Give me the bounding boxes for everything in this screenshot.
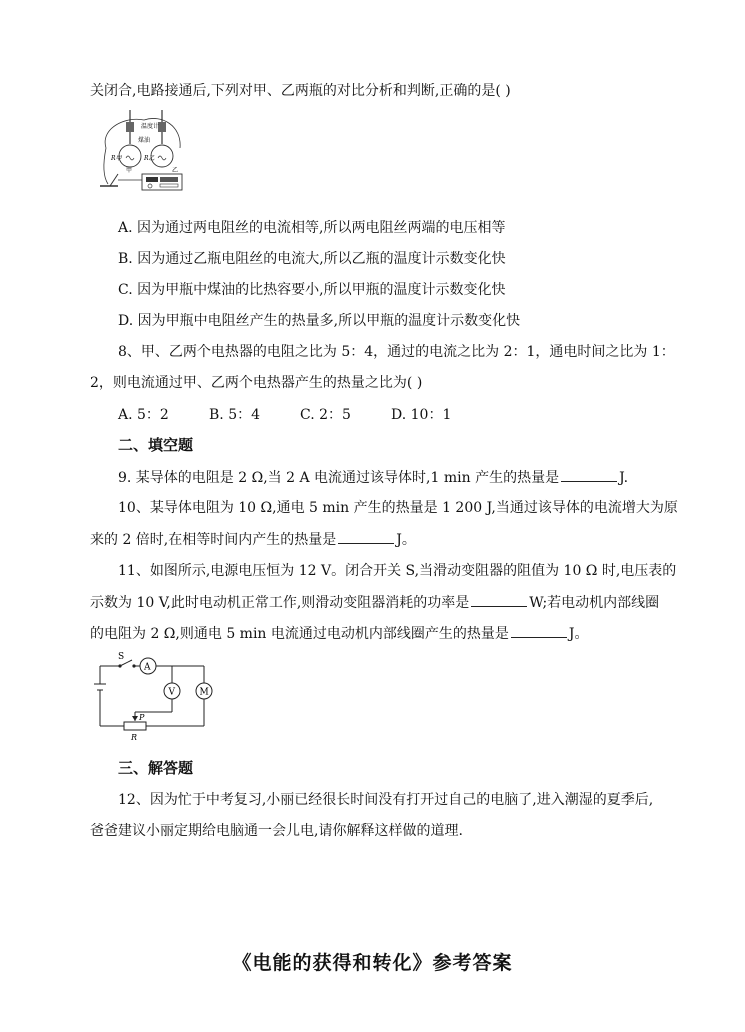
r-a-label: R甲 bbox=[111, 155, 122, 162]
motor-label: M bbox=[199, 687, 209, 698]
answer-key-title: 《电能的获得和转化》参考答案 bbox=[232, 952, 513, 974]
q12-line-1: 12、因为忙于中考复习,小丽已经很长时间没有打开过自己的电脑了,进入潮湿的夏季后, bbox=[118, 792, 654, 808]
q11-heat-blank[interactable] bbox=[511, 623, 567, 638]
bottle-b-label: 乙 bbox=[172, 167, 179, 174]
switch-label: S bbox=[118, 652, 125, 662]
q8-choice-b: B. 5：4 bbox=[209, 407, 261, 423]
kerosene-label: 煤油 bbox=[138, 137, 151, 144]
q7-option-a: A. 因为通过两电阻丝的电流相等,所以两电阻丝两端的电压相等 bbox=[118, 220, 506, 236]
q12-line-2: 爸爸建议小丽定期给电脑通一会儿电,请你解释这样做的道理. bbox=[90, 823, 463, 839]
q7-option-c: C. 因为甲瓶中煤油的比热容要小,所以甲瓶的温度计示数变化快 bbox=[118, 282, 506, 298]
q9-unit: J. bbox=[619, 470, 629, 486]
q11-text-3: 的电阻为 2 Ω,则通电 5 min 电流通过电动机内部线圈产生的热量是 bbox=[90, 626, 509, 642]
section-fill-in-heading: 二、填空题 bbox=[118, 436, 194, 454]
r-b-label: R乙 bbox=[144, 155, 155, 162]
q11-text-1: 示数为 10 V,此时电动机正常工作,则滑动变阻器消耗的功率是 bbox=[90, 595, 470, 611]
q10-line-1: 10、某导体电阻为 10 Ω,通电 5 min 产生的热量是 1 200 J,当通过该导体的电流增大为原 bbox=[118, 500, 678, 516]
q11-power-blank[interactable] bbox=[471, 592, 527, 607]
q8-line-1: 8、甲、乙两个电热器的电阻之比为 5：4，通过的电流之比为 2：1，通电时间之比为 1： bbox=[118, 344, 675, 360]
q11-text-2: W;若电动机内部线圈 bbox=[529, 595, 660, 611]
q8-choice-d: D. 10：1 bbox=[391, 407, 452, 423]
q8-choices bbox=[118, 405, 451, 425]
section-answer-heading: 三、解答题 bbox=[118, 759, 194, 777]
q7-stem: 关闭合,电路接通后,下列对甲、乙两瓶的对比分析和判断,正确的是( ) bbox=[90, 83, 511, 99]
q11-line-3 bbox=[90, 623, 589, 644]
q8-choice-a: A. 5：2 bbox=[118, 407, 169, 423]
q10-answer-blank[interactable] bbox=[338, 529, 394, 544]
q8-choice-c: C. 2：5 bbox=[300, 407, 351, 423]
q7-option-d: D. 因为甲瓶中电阻丝产生的热量多,所以甲瓶的温度计示数变化快 bbox=[118, 313, 521, 329]
q10-unit: J。 bbox=[396, 532, 416, 548]
ammeter-label: A bbox=[144, 662, 151, 673]
q8-line-2: 2，则电流通过甲、乙两个电热器产生的热量之比为( ) bbox=[90, 375, 423, 391]
q11-text-4: J。 bbox=[568, 626, 589, 642]
q10-text: 来的 2 倍时,在相等时间内产生的热量是 bbox=[90, 532, 337, 548]
figure-heating-bottles bbox=[96, 108, 188, 194]
thermometer-label: 温度计 bbox=[141, 123, 160, 130]
slider-label: P bbox=[139, 713, 145, 722]
voltmeter-label: V bbox=[168, 687, 175, 698]
q7-option-b: B. 因为通过乙瓶电阻丝的电流大,所以乙瓶的温度计示数变化快 bbox=[118, 251, 506, 267]
q9 bbox=[118, 467, 628, 488]
q9-text: 9. 某导体的电阻是 2 Ω,当 2 A 电流通过该导体时,1 min 产生的热量是 bbox=[118, 470, 560, 486]
q10-line-2 bbox=[90, 529, 416, 550]
q9-answer-blank[interactable] bbox=[561, 467, 617, 482]
q11-line-1: 11、如图所示,电源电压恒为 12 V。闭合开关 S,当滑动变阻器的阻值为 10 Ω 时,电压表的 bbox=[118, 563, 677, 579]
bottle-a-label: 甲 bbox=[126, 167, 133, 174]
figure-motor-circuit bbox=[92, 650, 218, 742]
q11-line-2 bbox=[90, 592, 659, 613]
rheostat-label: R bbox=[131, 733, 138, 742]
